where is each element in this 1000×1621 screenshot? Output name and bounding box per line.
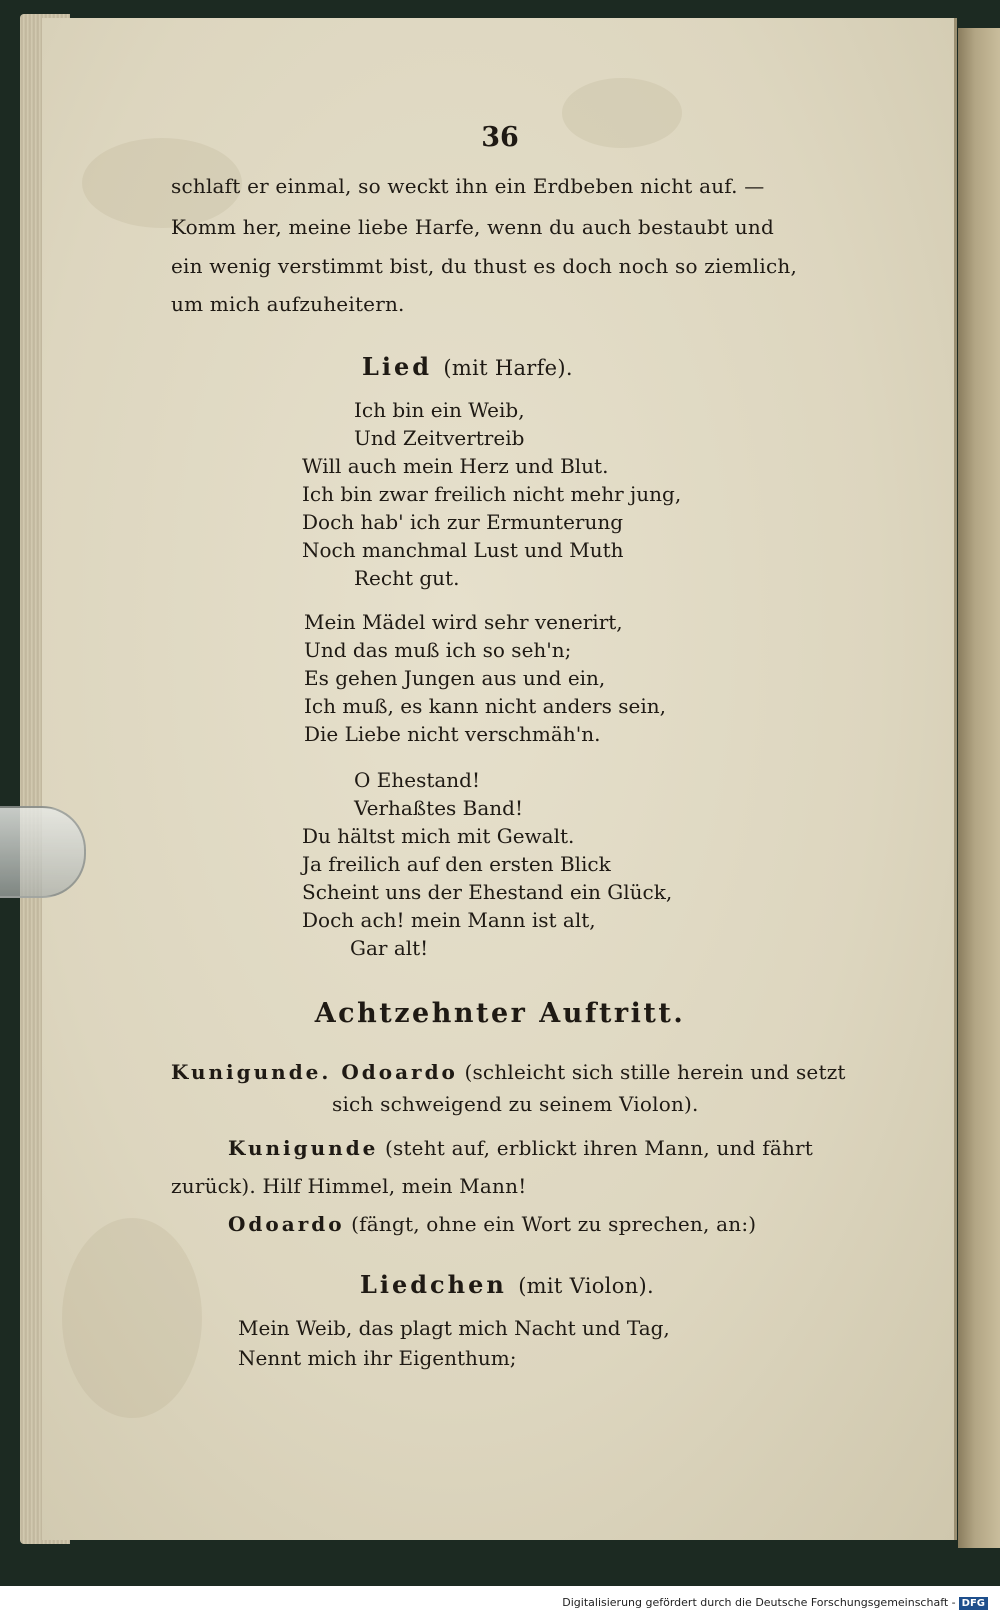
stage-direction-line	[228, 1136, 813, 1160]
stage-direction-line	[171, 1060, 846, 1084]
verse-line: Ich muß, es kann nicht anders sein,	[304, 694, 666, 718]
verse-line: Verhaßtes Band!	[354, 796, 524, 820]
verse-line: Nennt mich ihr Eigenthum;	[238, 1346, 517, 1370]
dialogue-line: zurück). Hilf Himmel, mein Mann!	[171, 1174, 527, 1198]
verse-line: Will auch mein Herz und Blut.	[302, 454, 609, 478]
song-title-main: Liedchen	[360, 1270, 507, 1299]
verse-line: Und das muß ich so seh'n;	[304, 638, 572, 662]
verse-line: Scheint uns der Ehestand ein Glück,	[302, 880, 673, 904]
verse-line: Und Zeitvertreib	[354, 426, 525, 450]
prose-line: schlaft er einmal, so weckt ihn ein Erdbeben nicht auf. —	[171, 174, 765, 198]
character-name: Kunigunde	[228, 1136, 379, 1160]
prose-line: Komm her, meine liebe Harfe, wenn du auch bestaubt und	[171, 215, 774, 239]
verse-line: Gar alt!	[350, 936, 429, 960]
scene-heading: Achtzehnter Auftritt.	[314, 998, 686, 1029]
footer-text: Digitalisierung gefördert durch die Deutsche Forschungsgemeinschaft -	[562, 1596, 956, 1609]
song-title	[362, 352, 573, 381]
verse-line: Es gehen Jungen aus und ein,	[304, 666, 606, 690]
verse-line: Mein Weib, das plagt mich Nacht und Tag,	[238, 1316, 670, 1340]
funding-footer	[0, 1596, 988, 1610]
stage-direction-line: sich schweigend zu seinem Violon).	[332, 1092, 699, 1116]
verse-line: Doch hab' ich zur Ermunterung	[302, 510, 624, 534]
character-names: Kunigunde. Odoardo	[171, 1060, 458, 1084]
song-subtitle: (mit Harfe).	[443, 356, 573, 380]
dfg-logo: DFG	[959, 1597, 988, 1610]
verse-line: Recht gut.	[354, 566, 460, 590]
next-page-strip	[958, 28, 1000, 1548]
verse-line: Ja freilich auf den ersten Blick	[302, 852, 611, 876]
page-clip-icon	[0, 806, 86, 898]
song-subtitle: (mit Violon).	[518, 1274, 654, 1298]
character-name: Odoardo	[228, 1212, 345, 1236]
stage-direction-text: (schleicht sich stille herein und setzt	[464, 1060, 846, 1084]
verse-line: Ich bin ein Weib,	[354, 398, 525, 422]
stage-direction-text: (steht auf, erblickt ihren Mann, und fährt	[384, 1136, 814, 1160]
verse-line: Mein Mädel wird sehr venerirt,	[304, 610, 623, 634]
stage-direction-text: (fängt, ohne ein Wort zu sprechen, an:)	[351, 1212, 757, 1236]
book-page	[42, 18, 957, 1540]
prose-line: ein wenig verstimmt bist, du thust es doch noch so ziemlich,	[171, 254, 798, 278]
verse-line: O Ehestand!	[354, 768, 481, 792]
stage-direction-line	[228, 1212, 756, 1236]
prose-line: um mich aufzuheitern.	[171, 292, 405, 316]
page-number: 36	[481, 122, 519, 153]
verse-line: Noch manchmal Lust und Muth	[302, 538, 624, 562]
verse-line: Du hältst mich mit Gewalt.	[302, 824, 575, 848]
verse-line: Die Liebe nicht verschmäh'n.	[304, 722, 601, 746]
page-stain	[62, 1218, 202, 1418]
verse-line: Ich bin zwar freilich nicht mehr jung,	[302, 482, 682, 506]
verse-line: Doch ach! mein Mann ist alt,	[302, 908, 596, 932]
song-title-main: Lied	[362, 352, 433, 381]
song-title	[360, 1270, 654, 1299]
